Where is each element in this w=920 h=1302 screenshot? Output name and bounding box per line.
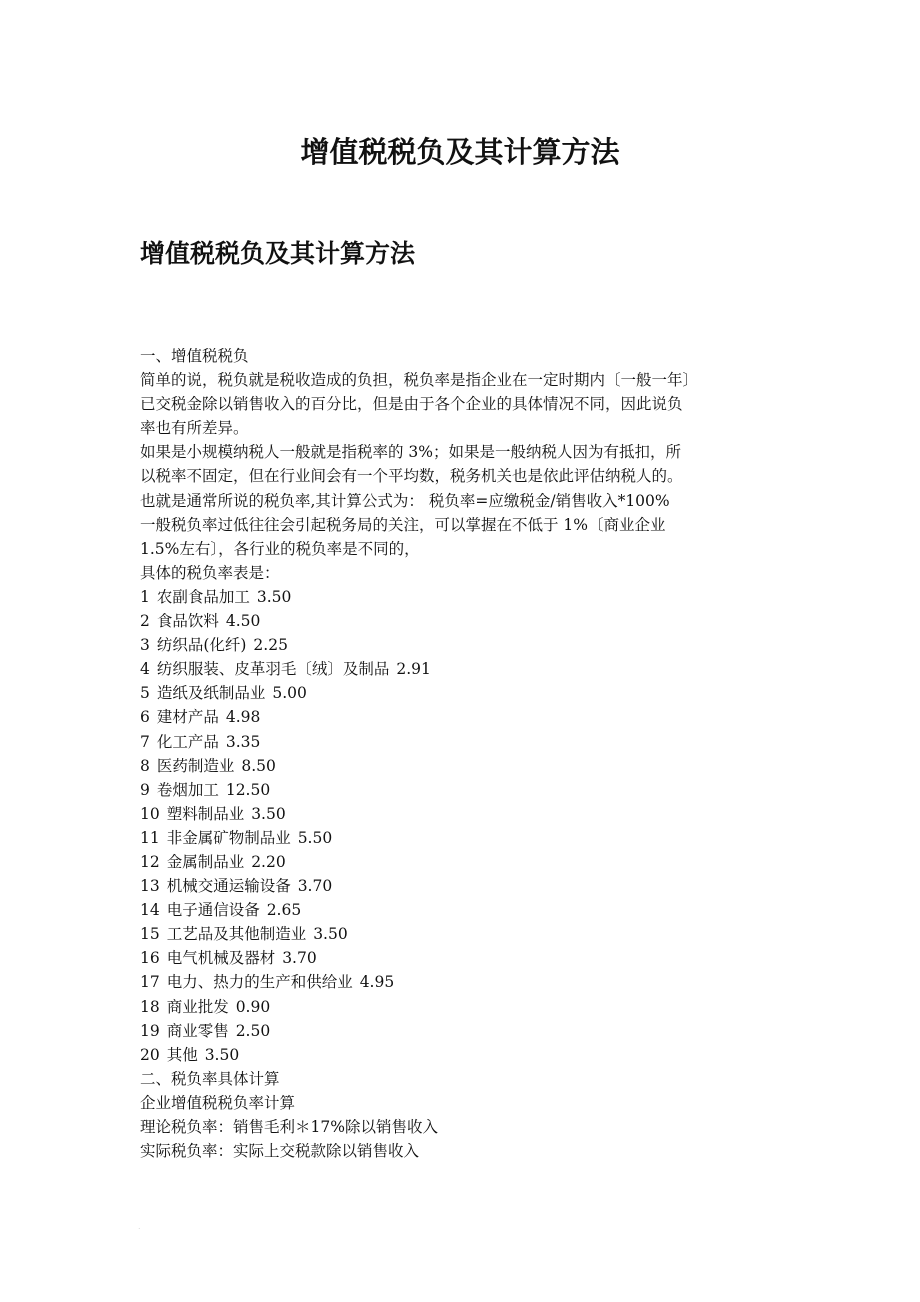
paragraph-line: 已交税金除以销售收入的百分比，但是由于各个企业的具体情况不同，因此说负 bbox=[140, 395, 683, 414]
rate-industry: 非金属矿物制品业 bbox=[166, 828, 291, 847]
rate-number: 13 bbox=[140, 877, 160, 896]
rate-value: 4.95 bbox=[359, 973, 395, 992]
rate-industry: 商业批发 bbox=[166, 997, 229, 1016]
rate-number: 15 bbox=[140, 925, 160, 944]
rate-number: 2 bbox=[140, 612, 150, 631]
rate-industry: 造纸及纸制品业 bbox=[156, 684, 266, 703]
paragraph-line: 如果是小规模纳税人一般就是指税率的 3%；如果是一般纳税人因为有抵扣，所 bbox=[140, 443, 682, 462]
rate-industry: 农副食品加工 bbox=[156, 587, 250, 606]
rate-number: 5 bbox=[140, 684, 150, 703]
rate-industry: 塑料制品业 bbox=[166, 804, 245, 823]
rate-value: 0.90 bbox=[235, 997, 271, 1016]
rate-industry: 卷烟加工 bbox=[156, 780, 219, 799]
rate-industry: 纺织品(化纤) bbox=[156, 636, 247, 655]
rate-table-intro: 具体的税负率表是： bbox=[140, 563, 280, 582]
section1-heading: 一、增值税税负 bbox=[140, 347, 249, 365]
rate-item bbox=[140, 850, 780, 874]
paragraph-line: 以税率不固定，但在行业间会有一个平均数，税务机关也是依此评估纳税人的。 bbox=[140, 467, 683, 486]
rate-industry: 电子通信设备 bbox=[166, 901, 260, 920]
footer-mark: . bbox=[138, 1222, 141, 1231]
rate-item bbox=[140, 633, 780, 657]
rate-item bbox=[140, 754, 780, 778]
rate-number: 9 bbox=[140, 780, 150, 799]
rate-item bbox=[140, 705, 780, 729]
rate-number: 3 bbox=[140, 636, 150, 655]
rate-value: 2.65 bbox=[266, 901, 302, 920]
rate-industry: 其他 bbox=[166, 1045, 198, 1064]
rate-value: 5.00 bbox=[272, 684, 307, 703]
rate-value: 2.91 bbox=[396, 660, 431, 679]
rate-item bbox=[140, 657, 780, 681]
rate-number: 14 bbox=[140, 901, 160, 920]
paragraph-line: 企业增值税税负率计算 bbox=[140, 1093, 296, 1112]
rate-item bbox=[140, 609, 780, 633]
rate-industry: 工艺品及其他制造业 bbox=[166, 925, 307, 944]
rate-item bbox=[140, 585, 780, 609]
rate-value: 3.70 bbox=[282, 949, 317, 968]
rate-industry: 纺织服装、皮革羽毛〔绒〕及制品 bbox=[156, 660, 390, 679]
rate-item bbox=[140, 898, 780, 922]
document-title: 增值税税负及其计算方法 bbox=[300, 135, 620, 169]
paragraph-line: 1.5%左右〕，各行业的税负率是不同的， bbox=[140, 539, 420, 558]
rate-item bbox=[140, 1019, 780, 1043]
rate-item bbox=[140, 995, 780, 1019]
rate-value: 2.50 bbox=[235, 1021, 271, 1040]
rate-industry: 食品饮料 bbox=[156, 612, 219, 631]
rate-number: 17 bbox=[140, 973, 160, 992]
rate-number: 6 bbox=[140, 708, 150, 727]
rate-value: 2.20 bbox=[251, 852, 286, 871]
section-heading: 增值税税负及其计算方法 bbox=[140, 239, 416, 268]
rate-item bbox=[140, 802, 780, 826]
rate-industry: 金属制品业 bbox=[166, 852, 245, 871]
paragraph-line: 一般税负率过低往往会引起税务局的关注，可以掌握在不低于 1%〔商业企业 bbox=[140, 515, 666, 534]
section2-heading: 二、税负率具体计算 bbox=[140, 1069, 280, 1088]
rate-value: 3.50 bbox=[204, 1045, 240, 1064]
rate-value: 12.50 bbox=[225, 780, 271, 799]
rate-industry: 电气机械及器材 bbox=[166, 949, 276, 968]
rate-item bbox=[140, 1043, 780, 1067]
rate-industry: 机械交通运输设备 bbox=[166, 877, 291, 896]
rate-value: 3.35 bbox=[225, 732, 261, 751]
rate-item bbox=[140, 946, 780, 970]
rate-number: 16 bbox=[140, 949, 160, 968]
rate-industry: 建材产品 bbox=[156, 708, 219, 727]
formula-line: 也就是通常所说的税负率,其计算公式为： 税负率=应缴税金/销售收入*100% bbox=[140, 491, 670, 510]
rate-value: 3.50 bbox=[256, 587, 292, 606]
rate-value: 8.50 bbox=[241, 756, 276, 775]
rate-value: 3.50 bbox=[251, 804, 286, 823]
rate-value: 4.98 bbox=[225, 708, 261, 727]
rate-number: 7 bbox=[140, 732, 150, 751]
rate-number: 18 bbox=[140, 997, 160, 1016]
rate-number: 4 bbox=[140, 660, 150, 679]
rate-item bbox=[140, 778, 780, 802]
rate-industry: 商业零售 bbox=[166, 1021, 229, 1040]
document-body bbox=[140, 344, 780, 1163]
rate-number: 11 bbox=[140, 828, 160, 847]
rate-number: 12 bbox=[140, 852, 160, 871]
rate-item bbox=[140, 874, 780, 898]
rate-number: 1 bbox=[140, 587, 150, 606]
rate-item bbox=[140, 730, 780, 754]
rate-item bbox=[140, 826, 780, 850]
rate-list bbox=[140, 585, 780, 1067]
rate-item bbox=[140, 681, 780, 705]
rate-industry: 电力、热力的生产和供给业 bbox=[166, 973, 353, 992]
rate-item bbox=[140, 970, 780, 994]
rate-industry: 化工产品 bbox=[156, 732, 219, 751]
paragraph-line: 实际税负率：实际上交税款除以销售收入 bbox=[140, 1142, 420, 1161]
rate-number: 20 bbox=[140, 1045, 160, 1064]
rate-number: 10 bbox=[140, 804, 160, 823]
paragraph-line: 简单的说，税负就是税收造成的负担，税负率是指企业在一定时期内〔一般一年〕 bbox=[140, 371, 699, 390]
rate-number: 8 bbox=[140, 756, 150, 775]
rate-industry: 医药制造业 bbox=[156, 756, 235, 775]
rate-value: 4.50 bbox=[225, 612, 261, 631]
paragraph-line: 率也有所差异。 bbox=[140, 419, 249, 438]
rate-number: 19 bbox=[140, 1021, 160, 1040]
rate-value: 3.70 bbox=[297, 877, 333, 896]
paragraph-line: 理论税负率：销售毛利＊17%除以销售收入 bbox=[140, 1118, 438, 1136]
rate-value: 5.50 bbox=[297, 828, 333, 847]
rate-value: 2.25 bbox=[253, 636, 288, 655]
rate-value: 3.50 bbox=[313, 925, 348, 944]
rate-item bbox=[140, 922, 780, 946]
